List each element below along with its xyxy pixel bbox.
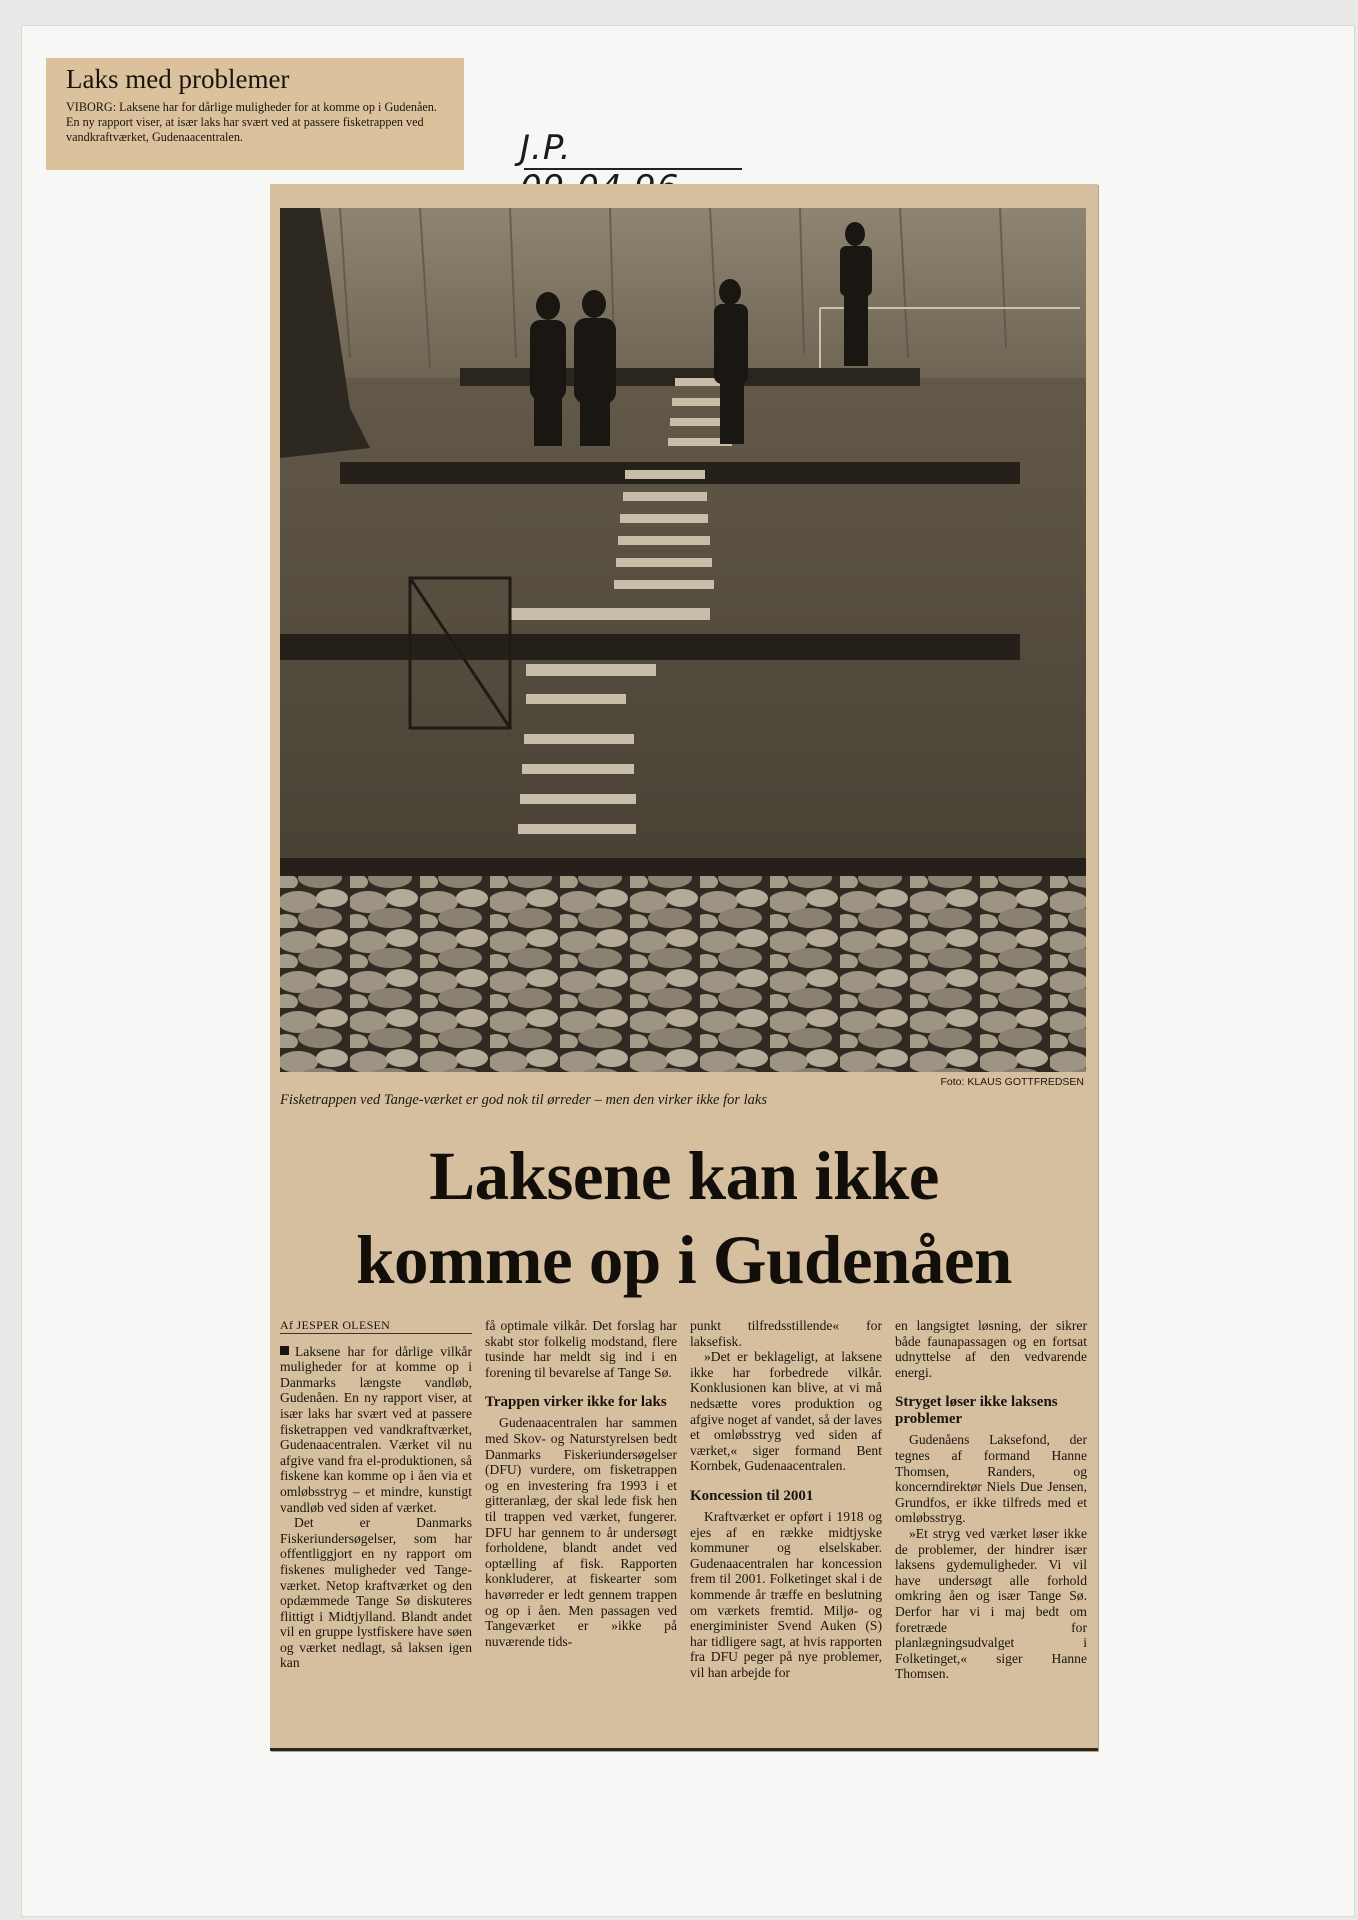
handwritten-underline — [524, 168, 742, 170]
summary-box — [46, 58, 464, 170]
article-column-3 — [690, 1318, 882, 1680]
lead-text: Laksene har for dårlige vilkår muligheder for at komme op i Danmarks længste vandløb, Gudenåen. En ny rapport viser, at især laks har svært ved at passere fisketrappen ved vandkraftværket, Gudenaacentralen. Værket vil nu afgive vand fra el-produktionen, så fiskene kan komme op i åen via et omløbsstryg – et mindre, kunstigt vandløb ved siden af værket. — [280, 1343, 472, 1515]
paragraph: »Et stryg ved værket løser ikke de problemer, der hindrer især laksens gydemuligheder. Vi vil have undersøgt alle forhold omkring åen og især Tange Sø. Derfor har vi i maj bedt om foretræde for planlægningsudvalget i Folketinget,« siger Hanne Thomsen. — [895, 1525, 1087, 1682]
paragraph: Det er Danmarks Fiskeriundersøgelser, som har offentliggjort en ny rapport om fiskenes muligheder ved Tange-værket. Netop kraftværket og den opdæmmede Tange Sø diskuteres flittigt i Midtjylland. Blandt andet vil en gruppe lystfiskere have søen og værket nedlagt, så laksen igen kan — [280, 1515, 472, 1671]
boulder-foreground — [280, 876, 1086, 1072]
article-column-1 — [280, 1318, 472, 1671]
lead-paragraph — [280, 1344, 472, 1516]
article-column-2 — [485, 1318, 677, 1649]
newspaper-clipping — [270, 184, 1098, 1751]
tree-background — [280, 208, 1086, 378]
handwritten-date: J.P. — [520, 128, 572, 168]
subheading: Stryget løser ikke laksens problemer — [895, 1394, 1058, 1428]
photo-caption: Fisketrappen ved Tange-værket er god nok til ørreder – men den virker ikke for laks — [280, 1092, 767, 1108]
paragraph: Gudenåens Laksefond, der tegnes af formand Hanne Thomsen, Randers, og koncerndirektør Niels Due Jensen, Grundfos, er ikke tilfreds med et omløbsstryg. — [895, 1432, 1087, 1526]
fish-ladder-photo — [280, 208, 1086, 1072]
article-column-4 — [895, 1318, 1087, 1682]
summary-text: VIBORG: Laksene har for dårlige muligheder for at komme op i Gudenåen. En ny rapport viser, at især laks har svært ved at passere fisketrappen ved vandkraftværket, Gudenaacentralen. — [66, 100, 437, 144]
byline-rule — [280, 1333, 472, 1334]
lower-wall — [280, 634, 1020, 660]
paragraph: en langsigtet løsning, der sikrer både faunapassagen og en fortsat udnyttelse af den vedvarende energi. — [895, 1318, 1087, 1380]
subheading: Koncession til 2001 — [690, 1487, 814, 1504]
headline-line-1: Laksene kan ikke — [429, 1138, 939, 1214]
byline: Af JESPER OLESEN — [280, 1318, 391, 1332]
paragraph: få optimale vilkår. Det forslag har skabt stor folkelig modstand, flere tusinde har meldt sig ind i en forening til bevarelse af Tange Sø. — [485, 1318, 677, 1380]
paragraph: Kraftværket er opført i 1918 og ejes af en række midtjyske kommuner og elselskaber. Gudenaacentralen har koncession frem til 2001. Folketinget skal i de kommende år træffe en beslutning om værkets fremtid. Miljø- og energiminister Svend Auken (S) har tidligere sagt, at hvis rapporten fra DFU peger på nye problemer, vil han arbejde for — [690, 1508, 882, 1680]
summary-title: Laks med problemer — [66, 64, 290, 94]
paragraph: punkt tilfredsstillende« for laksefisk. — [690, 1318, 882, 1349]
photo-illustration — [280, 208, 1086, 1072]
paragraph: »Det er beklageligt, at laksene ikke har forbedrede vilkår. Konklusionen kan blive, at vi må nedsætte vores produktion og afgive noget af vandet, så der laves et omløbsstryg ved siden af værket,« siger formand Bent Kornbek, Gudenaacentralen. — [690, 1349, 882, 1474]
bottom-wall — [280, 858, 1086, 876]
headline-line-2: komme op i Gudenåen — [356, 1222, 1012, 1298]
headline — [270, 1134, 1098, 1302]
bullet-square-icon — [280, 1346, 289, 1355]
article-body — [280, 1318, 1088, 1744]
paragraph: Gudenaacentralen har sammen med Skov- og Naturstyrelsen bedt Danmarks Fiskeriundersøgelser (DFU) vurdere, om fisketrappen og en investering fra 1993 i et gitteranlæg, der skal lede fisk hen til trappen ved værket, fungerer. DFU har gennem to år undersøgt forholdene, blandt andet ved optælling af fisk. Rapporten konkluderer, at fiskearter som havørreder er ledt gennem trappen og op i åen. Men passagen ved Tangeværket er »ikke på nuværende tids- — [485, 1415, 677, 1649]
photo-credit: Foto: KLAUS GOTTFREDSEN — [940, 1076, 1084, 1088]
subheading: Trappen virker ikke for laks — [485, 1394, 667, 1411]
